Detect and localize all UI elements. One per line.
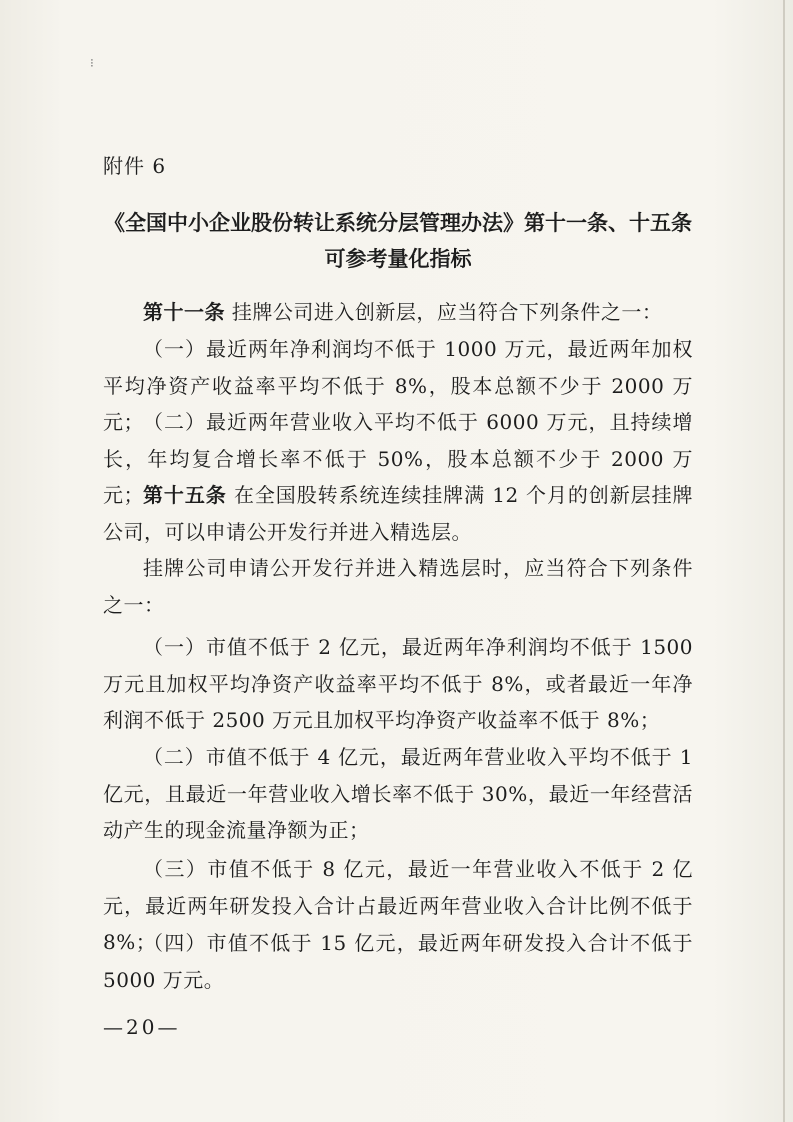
article-11-item-2: （二）最近两年营业收入平均不低于 6000 万元，且持续增长，年均复合增长率不低于 50%，股本总额不少于 2000 万元； — [103, 410, 693, 507]
page-number: —20— — [103, 1015, 181, 1039]
document-title — [103, 205, 693, 277]
article-15-item-1: （一）市值不低于 2 亿元，最近两年净利润均不低于 1500 万元且加权平均净资产收益率平均不低于 8%，或者最近一年净利润不低于 2500 万元且加权平均净资产收益率不低于 8%； — [103, 635, 693, 732]
article-11-text: 挂牌公司进入创新层，应当符合下列条件之一： — [225, 300, 663, 324]
title-line-1: 《全国中小企业股份转让系统分层管理办法》第十一条、十五条 — [104, 211, 692, 235]
article-15-lead: 第十五条 — [143, 483, 227, 507]
article-11-intro — [103, 294, 693, 331]
article-11-lead: 第十一条 — [143, 300, 225, 324]
article-15-intro — [103, 477, 693, 550]
title-line-2: 可参考量化指标 — [324, 247, 472, 271]
page-edge — [783, 0, 785, 1122]
article-15-conditions-intro: 挂牌公司申请公开发行并进入精选层时，应当符合下列条件之一： — [103, 556, 693, 617]
article-15-text: 在全国股转系统连续挂牌满 12 个月的创新层挂牌公司，可以申请公开发行并进入精选层。 — [103, 483, 693, 544]
article-11-item-1: （一）最近两年净利润均不低于 1000 万元，最近两年加权平均净资产收益率平均不低于 8%，股本总额不少于 2000 万元； — [103, 337, 693, 434]
article-15-item-3: （三）市值不低于 8 亿元，最近一年营业收入不低于 2 亿元，最近两年研发投入合计占最近两年营业收入合计比例不低于 8%； — [103, 857, 693, 954]
article-15-item-2: （二）市值不低于 4 亿元，最近两年营业收入平均不低于 1 亿元，且最近一年营业收入增长率不低于 30%，最近一年经营活动产生的现金流量净额为正； — [103, 745, 693, 842]
scan-speck: ⁝ — [90, 56, 94, 70]
article-15-item-4: （四）市值不低于 15 亿元，最近两年研发投入合计不低于 5000 万元。 — [103, 931, 693, 992]
attachment-label: 附件 6 — [103, 154, 167, 178]
